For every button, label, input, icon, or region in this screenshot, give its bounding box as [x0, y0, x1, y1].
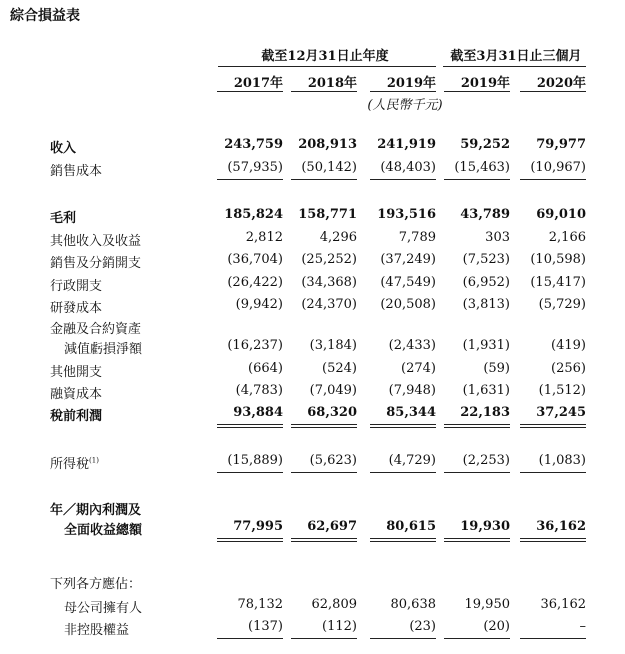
cell-value: 85,344	[386, 405, 436, 420]
row-label: 收入	[50, 141, 77, 156]
year-header: 2018年	[307, 76, 357, 91]
cell-value: –	[579, 619, 586, 634]
cell-value: 80,615	[386, 519, 436, 534]
total-rule	[520, 541, 586, 542]
total-rule	[370, 538, 436, 539]
cell-value: (1,631)	[462, 383, 510, 398]
year-header-rule	[291, 91, 357, 92]
cell-value: (59)	[483, 361, 510, 376]
cell-value: 241,919	[377, 137, 436, 152]
year-header-rule	[520, 91, 586, 92]
total-rule	[291, 538, 357, 539]
cell-value: (34,368)	[301, 275, 357, 290]
cell-value: (7,049)	[309, 383, 357, 398]
cell-value: (1,083)	[538, 453, 586, 468]
cell-value: (274)	[401, 361, 436, 376]
cell-value: (47,549)	[380, 275, 436, 290]
row-label: 下列各方應佔：	[50, 577, 142, 592]
cell-value: 77,995	[233, 519, 283, 534]
cell-value: 79,977	[536, 137, 586, 152]
cell-value: 4,296	[319, 230, 357, 245]
year-header: 2020年	[536, 76, 586, 91]
year-header: 2017年	[233, 76, 283, 91]
cell-value: (9,942)	[235, 297, 283, 312]
total-rule	[217, 638, 283, 639]
cell-value: 193,516	[377, 207, 436, 222]
total-rule	[217, 472, 283, 473]
total-rule	[291, 179, 357, 180]
cell-value: (256)	[551, 361, 586, 376]
total-rule	[370, 427, 436, 428]
cell-value: (10,967)	[530, 160, 586, 175]
row-label: 研發成本	[50, 301, 103, 316]
cell-value: (1,512)	[538, 383, 586, 398]
cell-value: (3,184)	[309, 338, 357, 353]
total-rule	[444, 541, 510, 542]
cell-value: (524)	[322, 361, 357, 376]
cell-value: (112)	[322, 619, 357, 634]
row-label: 金融及合約資產	[50, 322, 142, 337]
cell-value: (10,598)	[530, 252, 586, 267]
year-header: 2019年	[460, 76, 510, 91]
cell-value: 78,132	[237, 597, 283, 612]
row-label: 銷售成本	[50, 164, 103, 179]
cell-value: (5,623)	[309, 453, 357, 468]
cell-value: 185,824	[224, 207, 283, 222]
cell-value: (36,704)	[227, 252, 283, 267]
total-rule	[520, 472, 586, 473]
total-rule	[370, 424, 436, 425]
cell-value: (15,417)	[530, 275, 586, 290]
total-rule	[217, 179, 283, 180]
total-rule	[444, 179, 510, 180]
header-group-quarterly: 截至3月31日止三個月	[450, 49, 582, 64]
cell-value: 2,812	[245, 230, 283, 245]
total-rule	[370, 179, 436, 180]
total-rule	[444, 638, 510, 639]
header-group-annual: 截至12月31日止年度	[261, 49, 389, 64]
cell-value: (48,403)	[380, 160, 436, 175]
total-rule	[444, 472, 510, 473]
total-rule	[520, 638, 586, 639]
cell-value: (3,813)	[462, 297, 510, 312]
cell-value: (24,370)	[301, 297, 357, 312]
cell-value: 80,638	[390, 597, 436, 612]
cell-value: (664)	[248, 361, 283, 376]
total-rule	[291, 424, 357, 425]
cell-value: (16,237)	[227, 338, 283, 353]
row-label: 融資成本	[50, 387, 103, 402]
row-label: 母公司擁有人	[64, 601, 143, 616]
total-rule	[520, 424, 586, 425]
cell-value: 303	[485, 230, 510, 245]
cell-value: (37,249)	[380, 252, 436, 267]
total-rule	[291, 541, 357, 542]
cell-value: (2,433)	[388, 338, 436, 353]
total-rule	[217, 427, 283, 428]
year-header: 2019年	[386, 76, 436, 91]
cell-value: 243,759	[224, 137, 283, 152]
total-rule	[291, 427, 357, 428]
year-header-rule	[370, 91, 436, 92]
total-rule	[370, 638, 436, 639]
cell-value: 69,010	[536, 207, 586, 222]
total-rule	[444, 424, 510, 425]
cell-value: (2,253)	[462, 453, 510, 468]
cell-value: 36,162	[536, 519, 586, 534]
cell-value: 62,809	[311, 597, 357, 612]
cell-value: (20)	[483, 619, 510, 634]
header-group-quarterly-rule	[443, 66, 586, 67]
cell-value: (23)	[409, 619, 436, 634]
cell-value: 36,162	[540, 597, 586, 612]
cell-value: 19,950	[464, 597, 510, 612]
row-label: 非控股權益	[64, 623, 130, 638]
year-header-rule	[444, 91, 510, 92]
cell-value: 93,884	[233, 405, 283, 420]
cell-value: (50,142)	[301, 160, 357, 175]
cell-value: (137)	[248, 619, 283, 634]
cell-value: 2,166	[548, 230, 586, 245]
total-rule	[520, 538, 586, 539]
cell-value: (419)	[551, 338, 586, 353]
row-label: 全面收益總額	[64, 523, 143, 538]
total-rule	[291, 472, 357, 473]
cell-value: (15,463)	[454, 160, 510, 175]
row-label: 年／期內利潤及	[50, 503, 142, 518]
year-header-rule	[217, 91, 283, 92]
cell-value: (1,931)	[462, 338, 510, 353]
cell-value: (25,252)	[301, 252, 357, 267]
row-label: 其他開支	[50, 365, 103, 380]
total-rule	[291, 638, 357, 639]
total-rule	[444, 427, 510, 428]
row-label: 銷售及分銷開支	[50, 256, 142, 271]
cell-value: 7,789	[398, 230, 436, 245]
cell-value: (7,523)	[462, 252, 510, 267]
cell-value: (57,935)	[227, 160, 283, 175]
unit-label: (人民幣千元)	[367, 98, 443, 113]
cell-value: 158,771	[298, 207, 357, 222]
row-label: 行政開支	[50, 279, 103, 294]
row-label: 稅前利潤	[50, 409, 103, 424]
cell-value: 208,913	[298, 137, 357, 152]
cell-value: (20,508)	[380, 297, 436, 312]
cell-value: (26,422)	[227, 275, 283, 290]
total-rule	[520, 179, 586, 180]
cell-value: 19,930	[460, 519, 510, 534]
cell-value: 59,252	[460, 137, 510, 152]
total-rule	[217, 541, 283, 542]
cell-value: 68,320	[307, 405, 357, 420]
cell-value: (4,783)	[235, 383, 283, 398]
header-group-annual-rule	[218, 66, 436, 67]
row-label: 其他收入及收益	[50, 234, 142, 249]
cell-value: (4,729)	[388, 453, 436, 468]
page-title: 綜合損益表	[10, 8, 80, 24]
cell-value: 22,183	[460, 405, 510, 420]
cell-value: (5,729)	[538, 297, 586, 312]
total-rule	[217, 424, 283, 425]
total-rule	[370, 541, 436, 542]
total-rule	[217, 538, 283, 539]
cell-value: (6,952)	[462, 275, 510, 290]
total-rule	[520, 427, 586, 428]
cell-value: 43,789	[460, 207, 510, 222]
footnote-marker: (1)	[89, 456, 99, 465]
total-rule	[370, 472, 436, 473]
cell-value: 37,245	[536, 405, 586, 420]
row-label: 所得稅$^{(1)}$	[50, 456, 99, 472]
cell-value: 62,697	[307, 519, 357, 534]
row-label: 毛利	[50, 211, 77, 226]
cell-value: (15,889)	[227, 453, 283, 468]
cell-value: (7,948)	[388, 383, 436, 398]
row-label: 減值虧損淨額	[64, 342, 143, 357]
total-rule	[444, 538, 510, 539]
